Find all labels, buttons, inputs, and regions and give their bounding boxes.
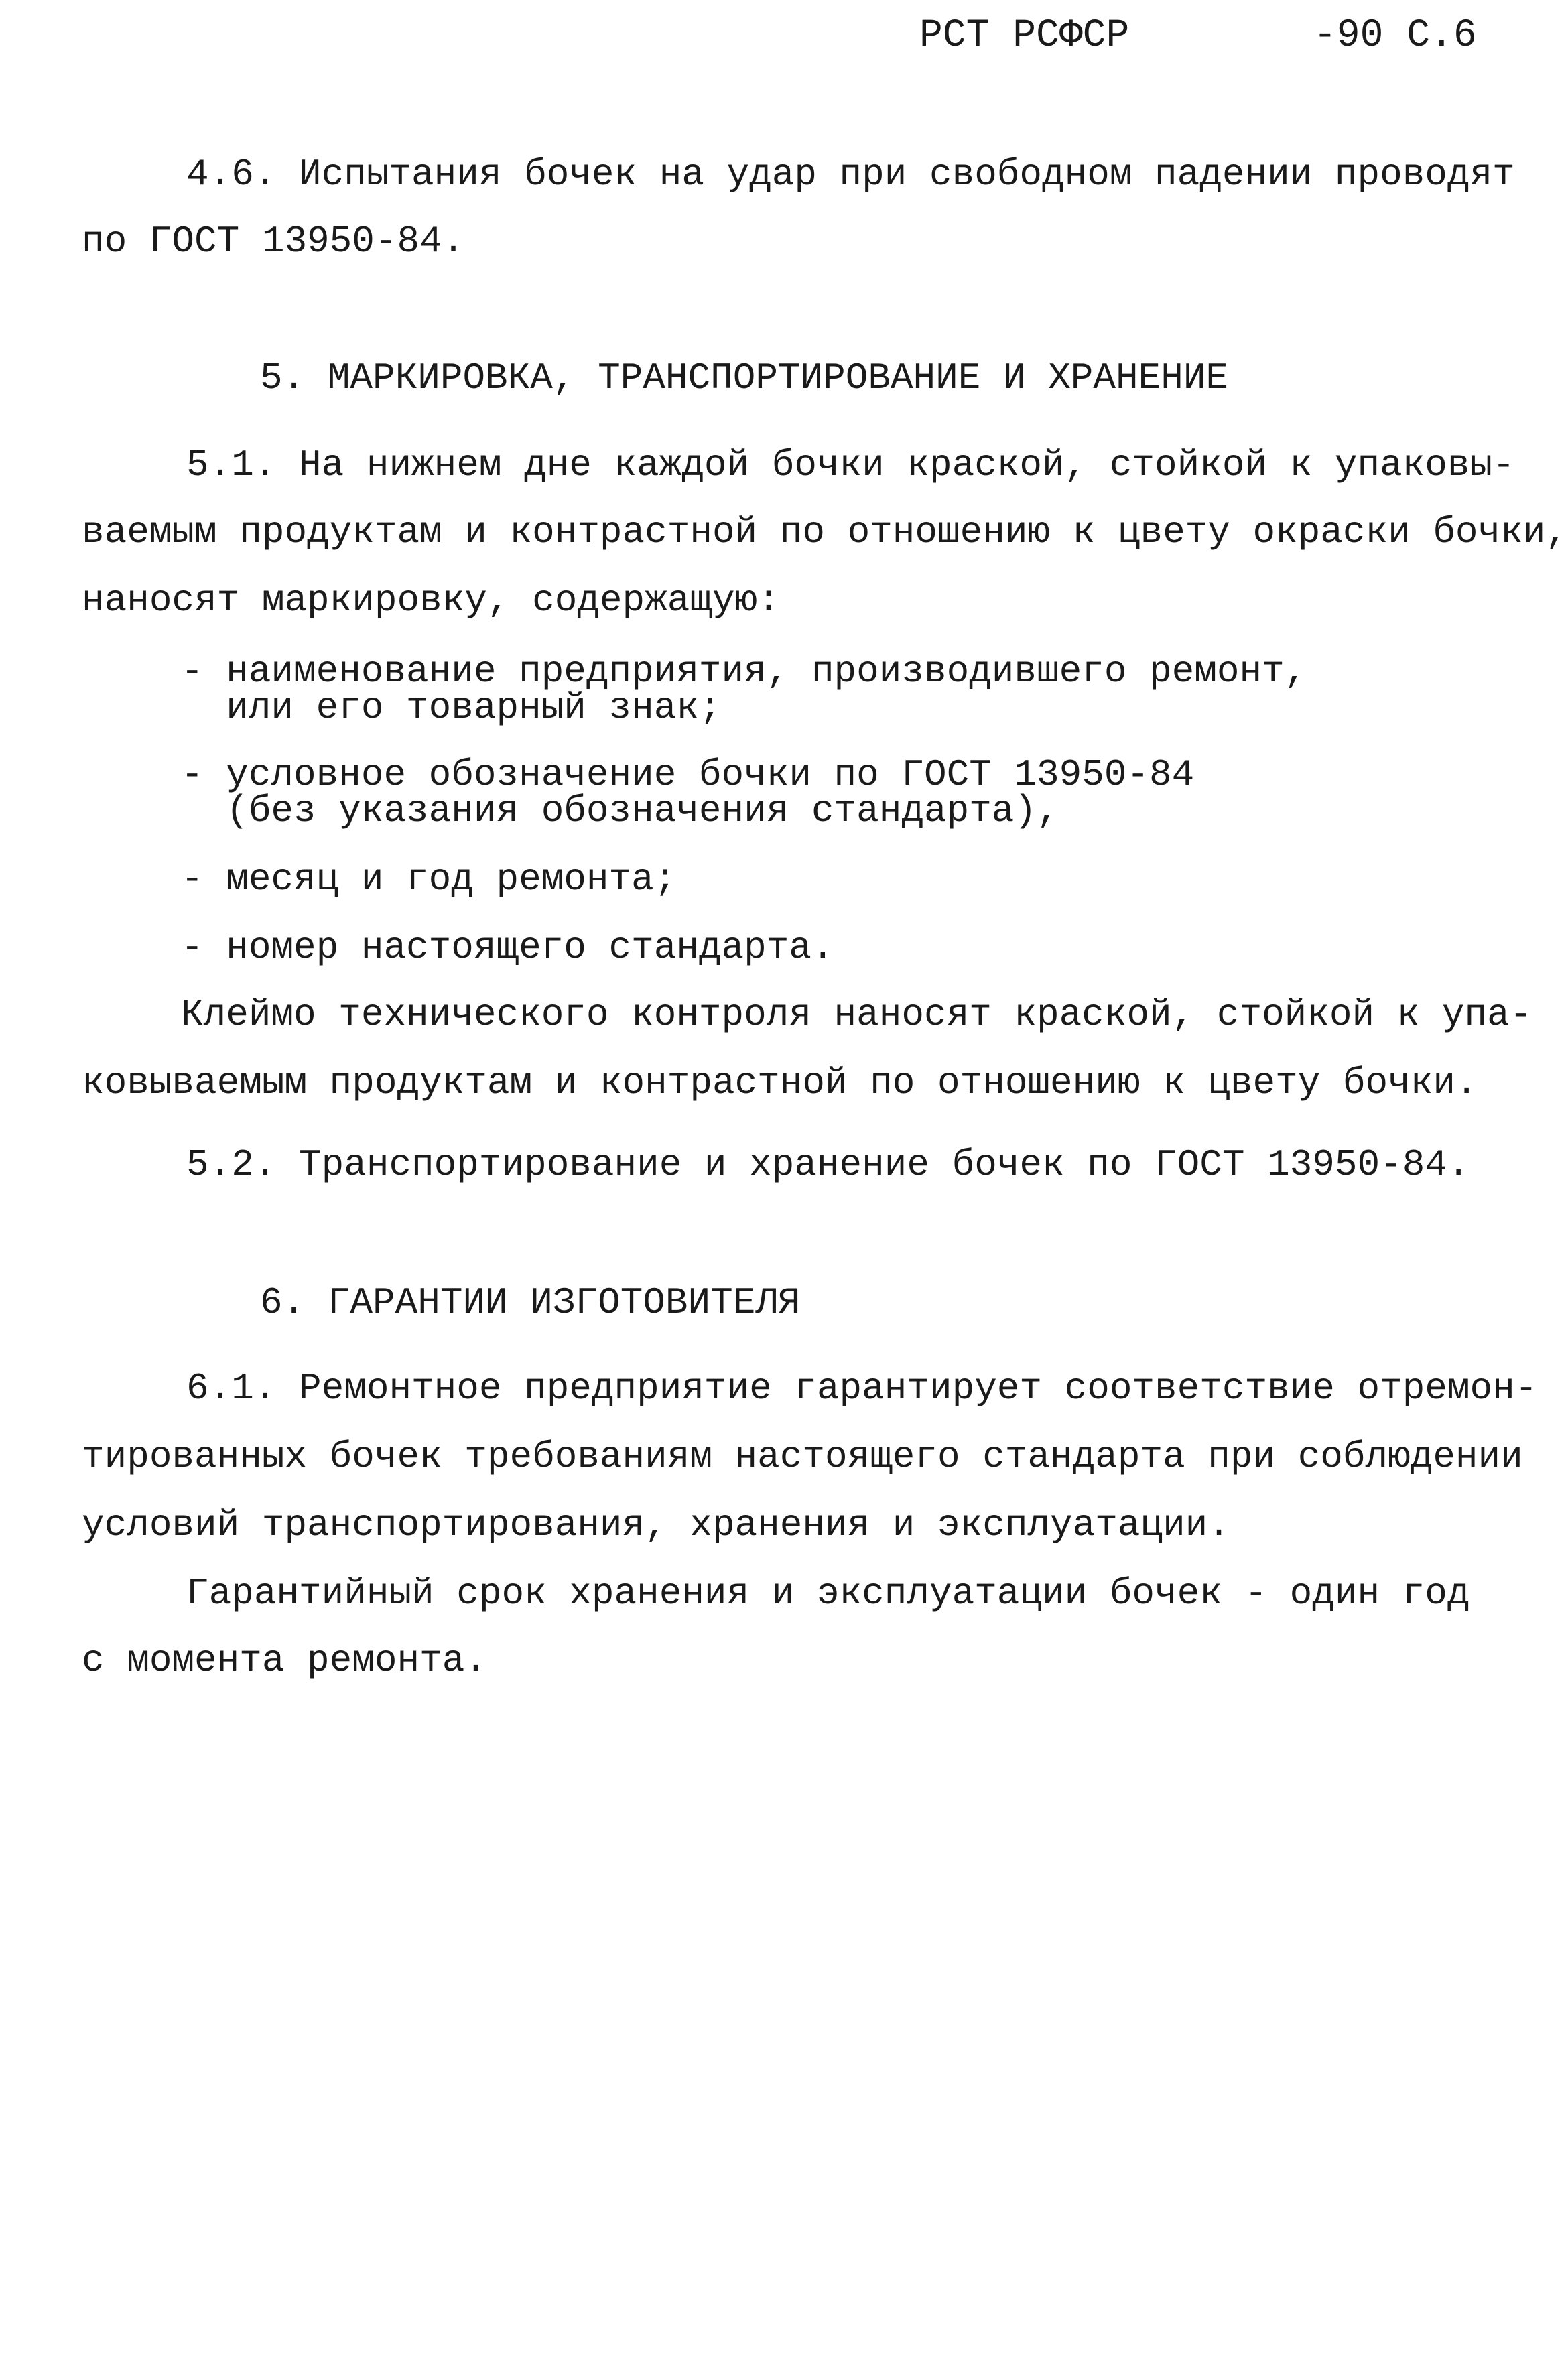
paragraph-4-6-line-2: по ГОСТ 13950-84. [82,220,465,263]
list-item-4: - номер настоящего стандарта. [181,926,834,969]
list-item-2-line-1: - условное обозначение бочки по ГОСТ 13950-84 [181,753,1195,796]
paragraph-5-1-line-1: 5.1. На нижнем дне каждой бочки краской, стойкой к упаковы- [186,444,1515,486]
paragraph-6-1-line-2: тированных бочек требованиям настоящего стандарта при соблюдении [82,1435,1523,1478]
list-item-3: - месяц и год ремонта; [181,858,677,901]
paragraph-6-1-line-1: 6.1. Ремонтное предприятие гарантирует соответствие отремон- [186,1367,1538,1410]
section-5-heading: 5. МАРКИРОВКА, ТРАНСПОРТИРОВАНИЕ И ХРАНЕНИЕ [260,356,1229,399]
list-item-1-line-2: или его товарный знак; [181,686,722,729]
paragraph-4-6-line-1: 4.6. Испытания бочек на удар при свободном падении проводят [186,153,1515,196]
paragraph-6-1-line-3: условий транспортирования, хранения и эксплуатации. [82,1504,1230,1547]
warranty-paragraph-line-2: с момента ремонта. [82,1639,487,1682]
doc-code: РСТ РСФСР [919,14,1130,58]
section-6-heading: 6. ГАРАНТИИ ИЗГОТОВИТЕЛЯ [260,1281,801,1324]
list-item-1-line-1: - наименование предприятия, производившего ремонт, [181,650,1307,693]
page-number: -90 С.6 [1313,14,1477,58]
stamp-paragraph-line-2: ковываемым продуктам и контрастной по отношению к цвету бочки. [82,1061,1478,1104]
stamp-paragraph-line-1: Клеймо технического контроля наносят краской, стойкой к упа- [181,993,1532,1036]
paragraph-5-1-line-2: ваемым продуктам и контрастной по отношению к цвету окраски бочки, [82,511,1568,553]
paragraph-5-2: 5.2. Транспортирование и хранение бочек по ГОСТ 13950-84. [186,1143,1470,1186]
warranty-paragraph-line-1: Гарантийный срок хранения и эксплуатации бочек - один год [186,1572,1470,1615]
paragraph-5-1-line-3: наносят маркировку, содержащую: [82,579,780,622]
list-item-2-line-2: (без указания обозначения стандарта), [181,789,1059,832]
